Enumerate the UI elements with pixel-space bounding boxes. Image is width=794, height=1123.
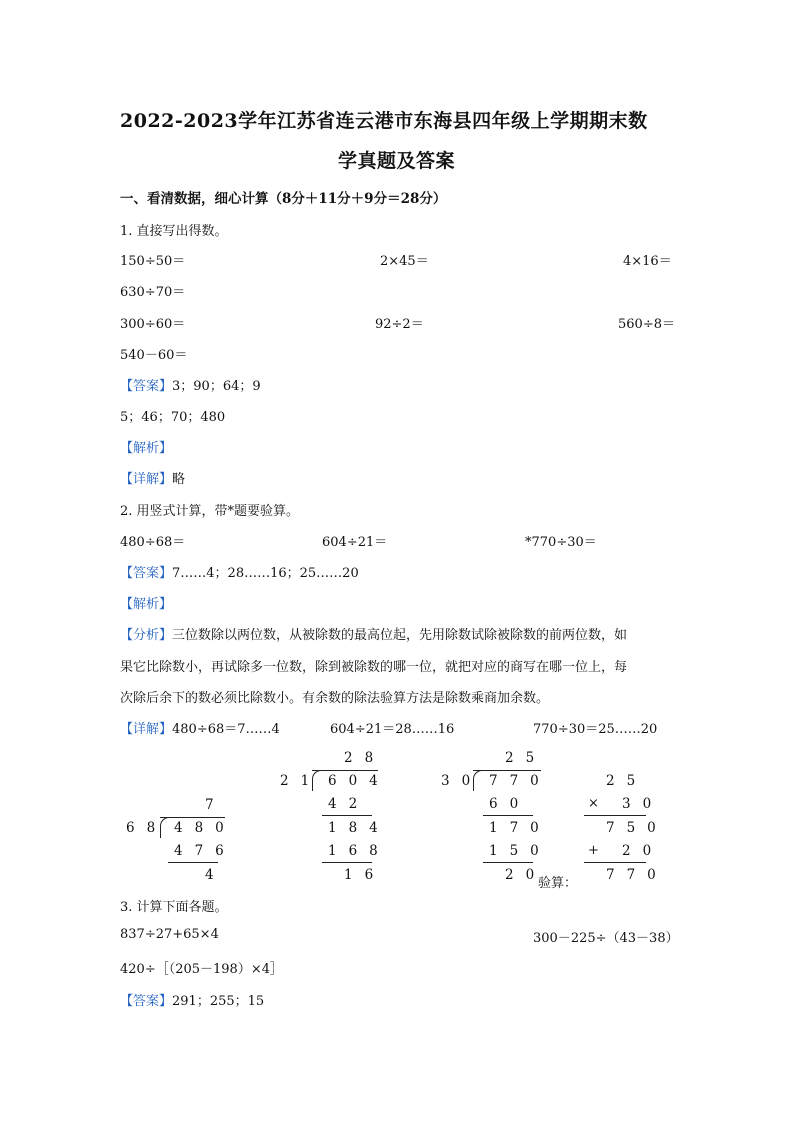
detail-item: 770÷30＝25……20 <box>533 722 658 737</box>
fenxi-line: 次除后余下的数必须比除数小。有余数的除法验算方法是除数乘商加余数。 <box>120 691 550 706</box>
step: 60 <box>489 796 531 812</box>
detail-text: 略 <box>172 472 186 487</box>
step: 168 <box>328 843 390 859</box>
quotient: 28 <box>344 750 386 766</box>
q1-item: 630÷70＝ <box>120 285 186 300</box>
divisor: 21 <box>280 773 322 789</box>
page-title-line2: 学真题及答案 <box>338 150 456 172</box>
step: 476 <box>174 843 236 859</box>
q3-item: 837÷27+65×4 <box>120 927 219 942</box>
q2-item: 604÷21＝ <box>322 535 388 550</box>
q1-detail <box>120 468 185 487</box>
detail-item: 604÷21＝28……16 <box>330 722 455 737</box>
fenxi-line: 果它比除数小，再试除多一位数，除到被除数的哪一位，就把对应的商写在哪一位上，每 <box>120 660 628 675</box>
factor-b: 30 <box>622 796 664 812</box>
answer-text: 3；90；64；9 <box>172 379 261 394</box>
check-label: 验算： <box>538 876 578 891</box>
detail-tag: 【详解】 <box>120 722 173 737</box>
q1-answer <box>120 375 261 394</box>
division-bar <box>473 770 541 771</box>
q1-item: 300÷60＝ <box>120 317 186 332</box>
answer-tag: 【答案】 <box>120 379 173 394</box>
plus-sign: + <box>588 843 599 858</box>
q2-item: 480÷68＝ <box>120 535 186 550</box>
multiply-line <box>584 815 646 816</box>
division-bar <box>312 770 378 771</box>
detail-item: 480÷68＝7……4 <box>172 722 280 737</box>
division-bracket <box>312 770 322 791</box>
quotient: 25 <box>505 750 547 766</box>
remainder: 16 <box>344 867 386 883</box>
fenxi-line <box>120 624 627 643</box>
divisor: 30 <box>441 773 483 789</box>
times-sign: × <box>588 796 599 811</box>
division-bracket <box>473 770 483 791</box>
answer-text: 291；255；15 <box>172 994 265 1009</box>
remainder: 4 <box>205 867 226 883</box>
q3-answer <box>120 990 264 1009</box>
dividend: 770 <box>489 773 551 789</box>
subtract-line <box>168 862 218 863</box>
dividend: 480 <box>174 820 236 836</box>
q3-prompt: 3. 计算下面各题。 <box>120 900 228 915</box>
section-heading: 一、看清数据，细心计算（8分＋11分＋9分＝28分） <box>120 191 447 207</box>
divisor: 68 <box>126 820 168 836</box>
division-bar <box>160 817 225 818</box>
check-result: 770 <box>606 867 668 883</box>
analysis-tag: 【解析】 <box>120 597 173 612</box>
subtract-line <box>322 815 372 816</box>
analysis-tag: 【解析】 <box>120 441 173 456</box>
step: 42 <box>328 796 370 812</box>
dividend: 604 <box>328 773 390 789</box>
subtract-line <box>483 862 533 863</box>
product: 750 <box>606 820 668 836</box>
q1-prompt: 1. 直接写出得数。 <box>120 224 228 239</box>
sum-line <box>584 862 646 863</box>
remainder: 20 <box>505 867 547 883</box>
q3-item: 420÷［（205－198）×4］ <box>120 962 283 977</box>
step: 170 <box>489 820 551 836</box>
fenxi-text: 三位数除以两位数，从被除数的最高位起，先用除数试除被除数的前两位数，如 <box>172 628 628 643</box>
q3-item: 300－225÷（43－38） <box>533 931 679 946</box>
q1-item: 540－60＝ <box>120 348 188 363</box>
detail-tag: 【详解】 <box>120 472 173 487</box>
q1-item: 150÷50＝ <box>120 254 186 269</box>
add-remainder: 20 <box>622 843 664 859</box>
fenxi-tag: 【分析】 <box>120 628 173 643</box>
detail-line <box>120 718 280 737</box>
subtract-line <box>483 815 533 816</box>
step: 184 <box>328 820 390 836</box>
q1-item: 560÷8＝ <box>618 317 675 332</box>
step: 150 <box>489 843 551 859</box>
q2-item: *770÷30＝ <box>525 535 597 550</box>
q1-answer-line2: 5；46；70；480 <box>120 410 226 425</box>
answer-text: 7……4；28……16；25……20 <box>172 566 359 581</box>
page-title-line1: 2022-2023学年江苏省连云港市东海县四年级上学期期末数 <box>120 110 648 132</box>
factor-a: 25 <box>606 773 648 789</box>
q1-item: 2×45＝ <box>380 254 429 269</box>
division-bracket <box>160 817 170 838</box>
q2-answer <box>120 562 359 581</box>
q2-prompt: 2. 用竖式计算，带*题要验算。 <box>120 504 300 519</box>
q1-item: 92÷2＝ <box>375 317 424 332</box>
q1-item: 4×16＝ <box>623 254 672 269</box>
quotient: 7 <box>205 797 226 813</box>
subtract-line <box>322 862 372 863</box>
answer-tag: 【答案】 <box>120 994 173 1009</box>
answer-tag: 【答案】 <box>120 566 173 581</box>
